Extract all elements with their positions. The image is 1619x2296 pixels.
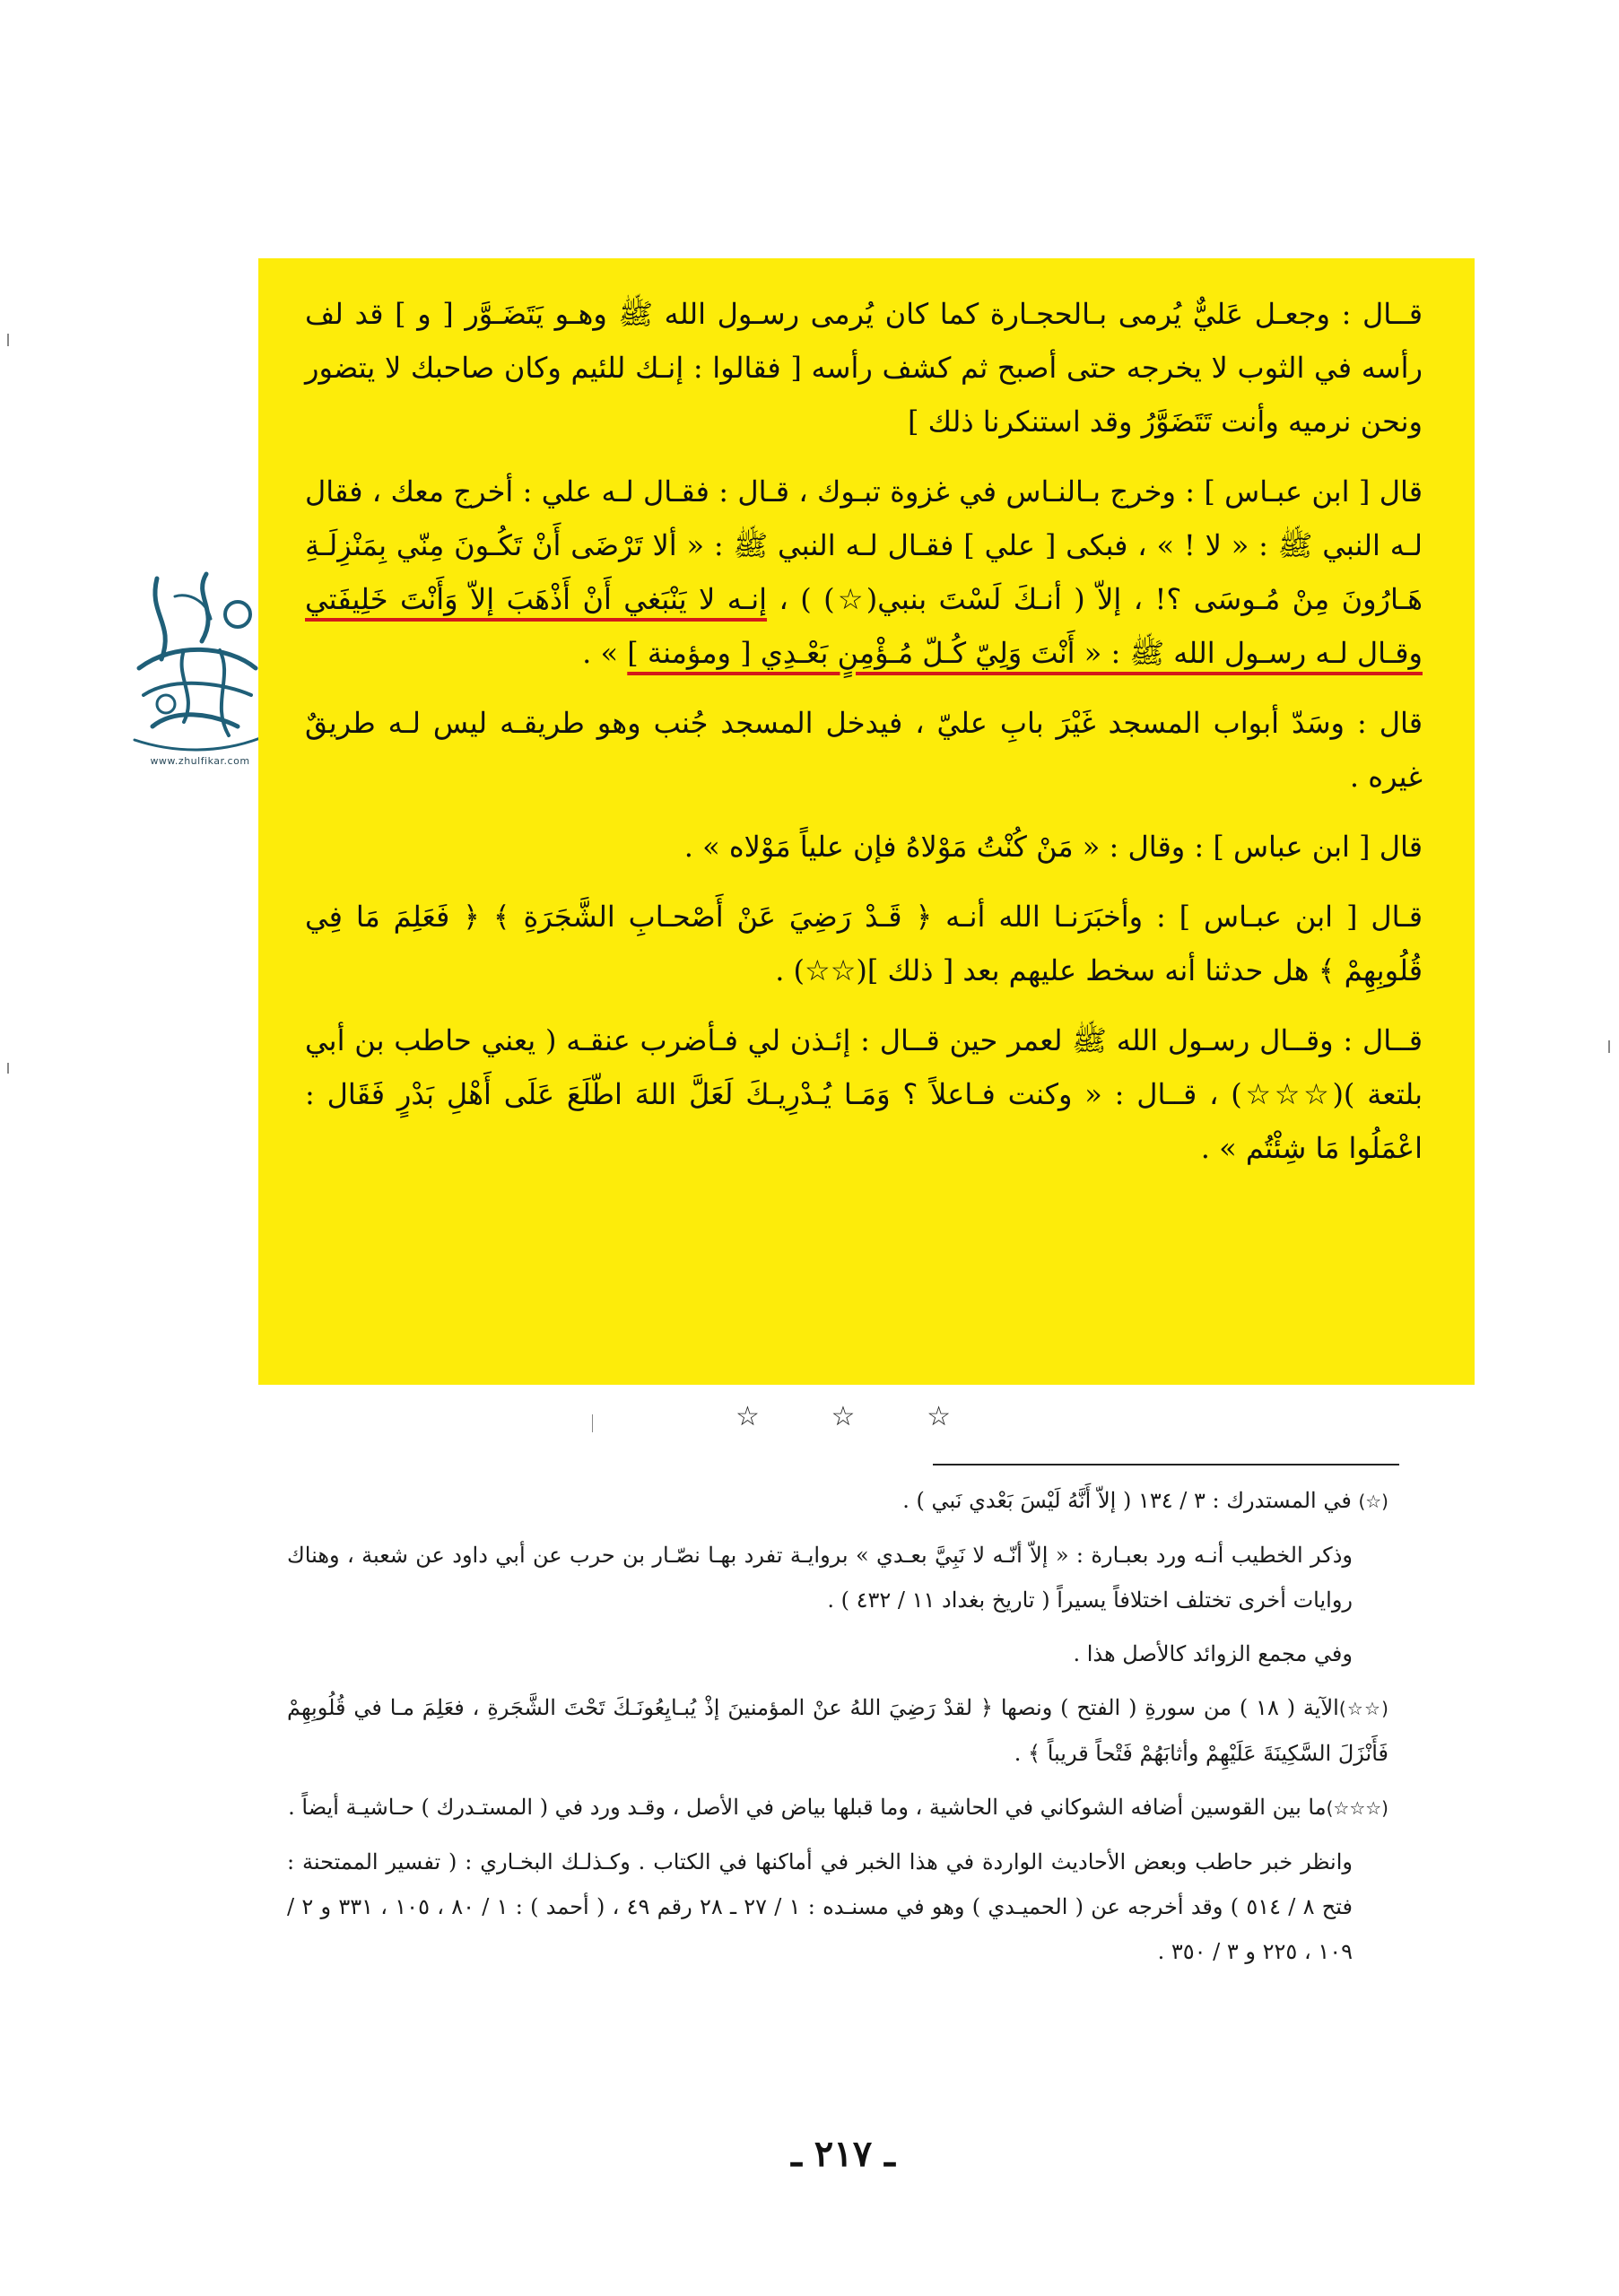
- footnote-2-marker: (☆☆): [1338, 1698, 1388, 1719]
- footnote-3: [287, 1785, 1388, 1831]
- footnote-2-text: الآية ( ١٨ ) من سورةِ ( الفتح ) ونصها ﴿ لقدْ رَضِيَ اللهُ عنْ المؤمنينَ إذْ يُبـايِعُونَـكَ تَحْتَ الشَّجَرةِ ، فعَلِمَ مـا في قُلُوبِهِمْ فَأَنْزَلَ السَّكِينَةَ عَلَيْهِمْ وأثابَهُمْ فَتْحاً قريباً ﴾ .: [287, 1695, 1388, 1766]
- page-number: ـ ٢١٧ ـ: [791, 2133, 895, 2175]
- footnote-1-text: في المستدرك : ٣ / ١٣٤ ( إلاّ أَنَّهُ لَيْسَ بَعْدي نَبي ) .: [902, 1488, 1352, 1513]
- logo-url: www.zhulfikar.com: [150, 755, 250, 767]
- paragraph-1: قــال : وجعـل عَليٌّ يُرمى بـالحجـارة كما كان يُرمى رسـول الله ﷺ وهـو يَتَضَـوَّر [ و ] قد لف رأسه في الثوب لا يخرجه حتى أصبح ثم كشف رأسه [ فقالوا : إنـك للئيم وكان صاحبك لا يتضور ونحن نرميه وأنت تَتَضَوَّرُ وقد استنكرنا ذلك ]: [305, 297, 1423, 439]
- footnote-3-text: ما بين القوسين أضافه الشوكاني في الحاشية ، وما قبلها بياض في الأصل ، وقـد ورد في ( المستـدرك ) حـاشيـة أيضاً .: [288, 1795, 1327, 1820]
- footnote-separator: [933, 1464, 1399, 1465]
- footnote-2: [287, 1685, 1388, 1776]
- footnote-3-marker: (☆☆☆): [1326, 1797, 1388, 1819]
- paragraph-6: قــال : وقــال رسـول الله ﷺ لعمر حين قــال : إئـذن لي فـأضرب عنقـه ( يعني حاطب بن أبي بلتعة )(☆☆☆) ، قــال : « وكنت فـاعلاً ؟ وَمَـا يُـدْرِيـكَ لَعَلَّ اللهَ اطّلَعَ عَلَى أَهْلِ بَدْرٍ فَقَال : اعْمَلُوا مَا شِئْتُم » .: [305, 1023, 1423, 1165]
- footnote-3-continuation: وانظر خبر حاطب وبعض الأحاديث الواردة في هذا الخبر في أماكنها في الكتاب . وكـذلـك البخـاري : ( تفسير الممتحنة : فتح ٨ / ٥١٤ ) وقد أخرجه عن ( الحميـدي ) وهو في مسنـده : ١ / ٢٧ ـ ٢٨ رقم ٤٩ ، ( أحمد ) : ١ / ٨٠ ، ١٠٥ ، ٣٣١ و ٢ / ١٠٩ ، ٢٢٥ و ٣ / ٣٥٠ .: [287, 1849, 1353, 1964]
- scan-speck: [592, 1414, 593, 1432]
- paragraph-2-start: قال [ ابن عبـاس ] : وخرج بـالنـاس في غزوة تبـوك ، قـال : فقـال لـه علي : أخرج معك ، فقال لـه النبي ﷺ : « لا ! » ، فبكى [ علي ] فقـال لـه النبي ﷺ : « ألا تَرْضَى أَنْ تَكُـونَ مِنّي بِمَنْزِلَـةِ هَـارُونَ مِنْ مُـوسَى ؟! ، إلاّ ( أنـكَ لَسْتَ بنبي(☆) ) ،: [305, 474, 1423, 616]
- logo-drawing: [121, 561, 274, 767]
- footnote-1-marker: (☆): [1358, 1491, 1388, 1512]
- footnotes: [287, 1478, 1388, 1983]
- footnote-1-note: وفي مجمع الزوائد كالأصل هذا .: [1073, 1641, 1353, 1666]
- star-icon: ☆: [927, 1401, 951, 1432]
- scan-speck: [7, 334, 9, 346]
- star-icon: ☆: [831, 1401, 856, 1432]
- paragraph-4: قال [ ابن عباس ] : وقال : « مَنْ كُنْتُ مَوْلاهُ فإن علياً مَوْلاه » .: [683, 830, 1423, 864]
- scan-speck: [1608, 1040, 1610, 1053]
- calligraphy-logo-icon: [121, 561, 274, 767]
- footnote-1-continuation: وذكر الخطيب أنـه ورد بعبـارة : « إلاّ أنّـه لا نَبِيَّ بعـدي » بروايـة تفرد بهـا نصّـار بن حرب عن أبي داود عن شعبة ، وهناك روايات أخرى تختلف اختلافاً يسيراً ( تاريخ بغداد ١١ / ٤٣٢ ) .: [287, 1543, 1353, 1613]
- paragraph-2-end: » .: [582, 636, 628, 670]
- paragraph-3: قال : وسَدّ أبواب المسجد غَيْرَ بابِ عليّ ، فيدخل المسجد جُنب وهو طريقـه ليس لـه طريقٌ غيره .: [305, 706, 1423, 794]
- section-divider-stars: [736, 1401, 951, 1432]
- red-underlined-passage: إنـه لا يَنْبَغي أَنْ أَذْهَبَ إلاّ وَأَنْتَ خَلِيفَتي وقـال لـه رسـول الله ﷺ : « أَنْتَ وَلِيّ كُـلّ مُـؤْمِنٍ بَعْـدِي [ ومؤمنة ]: [305, 582, 1423, 670]
- paragraph-5: قـال [ ابن عبـاس ] : وأخبَرَنـا الله أنـه ﴿ قَـدْ رَضِيَ عَنْ أَصْحـابِ الشَّجَرَةِ ﴾ ﴿ فَعَلِمَ مَا فِي قُلُوبِهِمْ ﴾ هل حدثنا أنه سخط عليهم بعد [ ذلك ](☆☆) .: [305, 900, 1423, 987]
- star-icon: ☆: [736, 1401, 760, 1432]
- highlighted-text-block: [258, 258, 1475, 1385]
- scan-speck: [7, 1063, 9, 1074]
- paragraph-2: [305, 465, 1423, 680]
- footnote-1: [287, 1478, 1388, 1524]
